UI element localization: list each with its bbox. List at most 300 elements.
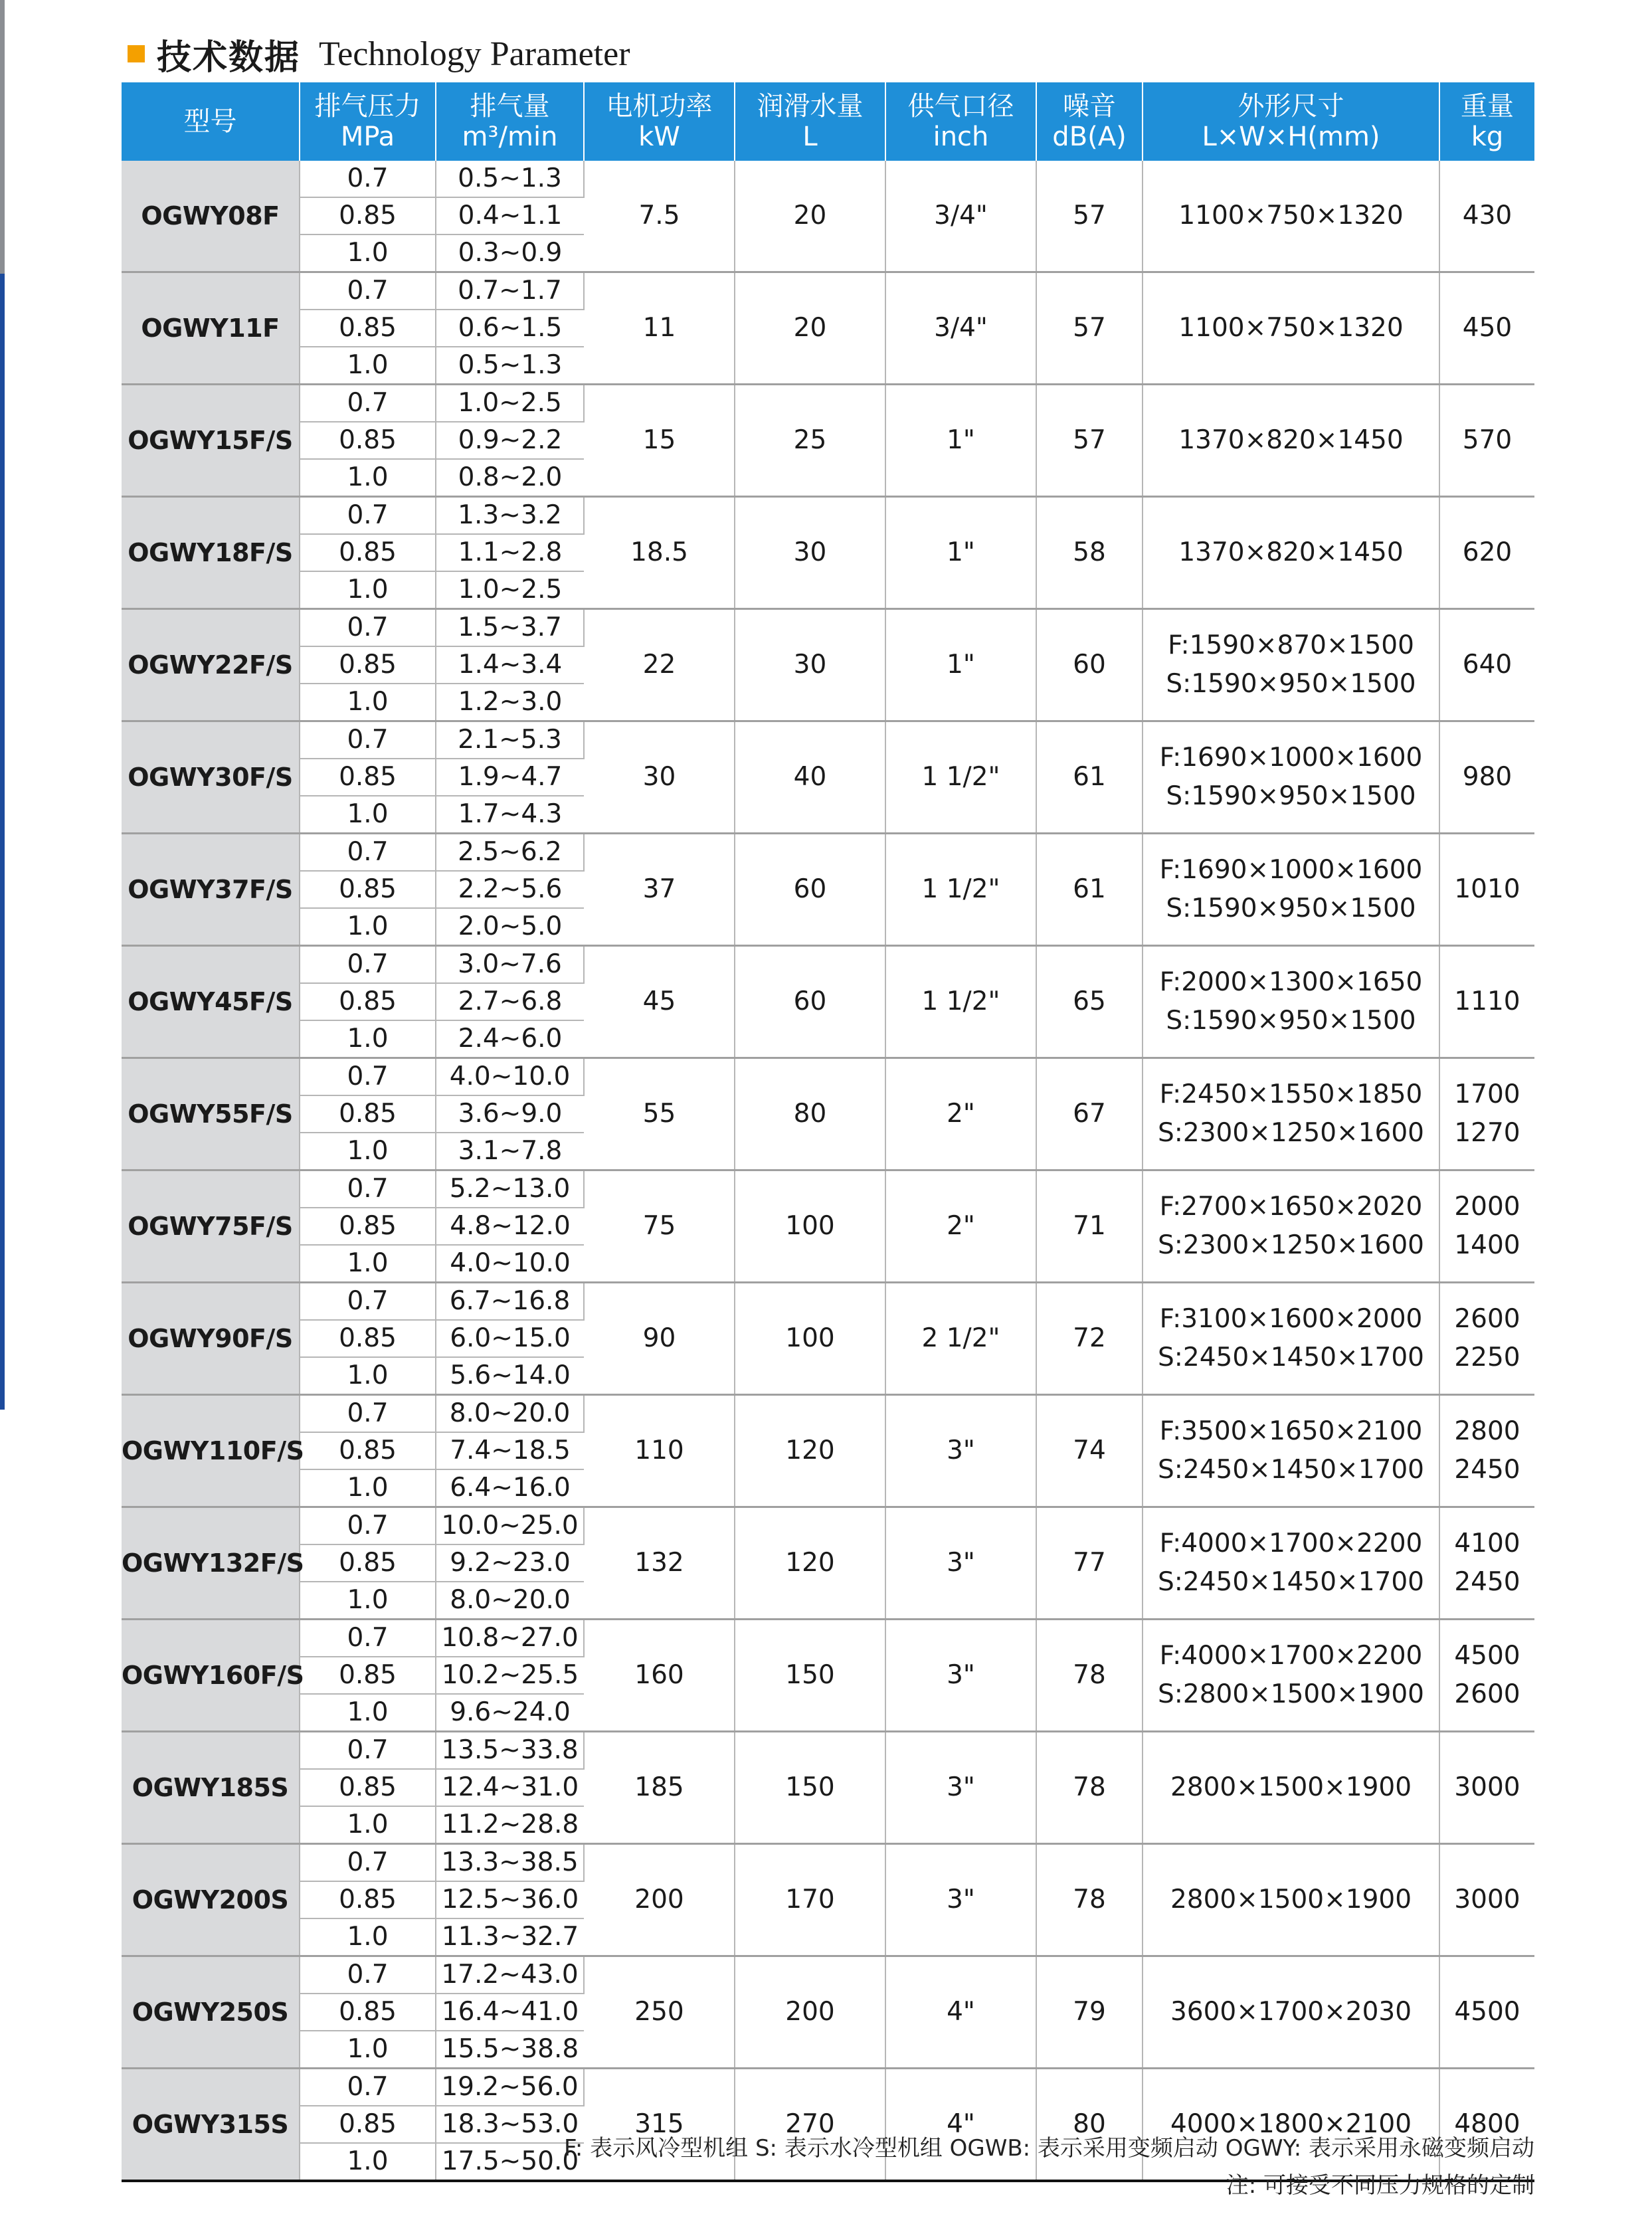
column-header-unit: m³/min xyxy=(462,122,558,152)
weight-cell xyxy=(1439,272,1534,385)
table-row xyxy=(122,1844,1534,1882)
column-header-unit: kg xyxy=(1471,122,1504,152)
pressure-cell: 0.85 xyxy=(300,759,436,796)
air-outlet-cell: 3" xyxy=(885,1620,1036,1732)
air-delivery-cell: 1.0~2.5 xyxy=(436,571,584,609)
noise-cell: 71 xyxy=(1036,1170,1143,1283)
spec-table xyxy=(122,82,1534,2182)
weight-line: 2800 xyxy=(1454,1416,1520,1446)
noise-cell: 65 xyxy=(1036,946,1143,1058)
weight-cell xyxy=(1439,1732,1534,1844)
lube-water-cell: 20 xyxy=(735,161,885,272)
dimension-line: 1370×820×1450 xyxy=(1178,425,1404,455)
column-header-title: 型号 xyxy=(183,106,237,137)
motor-power-cell: 315 xyxy=(584,2069,735,2182)
weight-line: 4500 xyxy=(1454,1641,1520,1671)
noise-cell: 67 xyxy=(1036,1058,1143,1170)
dimension-line: 1100×750×1320 xyxy=(1178,313,1404,343)
noise-cell: 60 xyxy=(1036,609,1143,721)
table-row xyxy=(122,721,1534,759)
dimension-line: F:4000×1700×2200 xyxy=(1159,1529,1423,1558)
table-row xyxy=(122,161,1534,197)
column-header-title: 重量 xyxy=(1461,91,1514,122)
noise-cell: 74 xyxy=(1036,1395,1143,1507)
noise-cell: 57 xyxy=(1036,161,1143,272)
table-row xyxy=(122,385,1534,422)
lube-water-cell: 40 xyxy=(735,721,885,834)
pressure-cell: 1.0 xyxy=(300,1245,436,1283)
lube-water-cell: 150 xyxy=(735,1732,885,1844)
pressure-cell: 0.85 xyxy=(300,646,436,684)
air-delivery-cell: 17.5~50.0 xyxy=(436,2143,584,2181)
lube-water-cell: 60 xyxy=(735,946,885,1058)
lube-water-cell: 120 xyxy=(735,1507,885,1620)
dimension-line: F:1690×1000×1600 xyxy=(1159,743,1423,773)
pressure-cell: 0.7 xyxy=(300,1620,436,1657)
pressure-cell: 0.7 xyxy=(300,1956,436,1994)
dimensions-cell xyxy=(1143,161,1439,272)
dimension-line: S:1590×950×1500 xyxy=(1166,1006,1416,1036)
dimension-line: 4000×1800×2100 xyxy=(1170,2109,1412,2139)
air-delivery-cell: 0.3~0.9 xyxy=(436,234,584,272)
page-edge-gray xyxy=(0,0,5,274)
weight-line: 4500 xyxy=(1454,1997,1520,2027)
weight-cell xyxy=(1439,1170,1534,1283)
dimension-line: 3600×1700×2030 xyxy=(1170,1997,1412,2027)
model-cell: OGWY160F/S xyxy=(122,1620,300,1732)
weight-cell xyxy=(1439,385,1534,497)
column-header-title: 电机功率 xyxy=(606,91,713,122)
air-delivery-cell: 16.4~41.0 xyxy=(436,1994,584,2031)
column-header-title: 排气量 xyxy=(470,91,550,122)
pressure-cell: 0.7 xyxy=(300,834,436,872)
pressure-cell: 0.7 xyxy=(300,2069,436,2106)
motor-power-cell: 185 xyxy=(584,1732,735,1844)
table-row xyxy=(122,609,1534,647)
pressure-cell: 1.0 xyxy=(300,1357,436,1395)
table-row xyxy=(122,1956,1534,1994)
pressure-cell: 0.85 xyxy=(300,1769,436,1806)
column-header xyxy=(436,82,584,161)
dimension-line: F:1590×870×1500 xyxy=(1168,630,1414,660)
air-delivery-cell: 1.2~3.0 xyxy=(436,684,584,721)
table-row xyxy=(122,2069,1534,2106)
air-delivery-cell: 7.4~18.5 xyxy=(436,1432,584,1469)
dimension-line: F:2450×1550×1850 xyxy=(1159,1079,1423,1109)
title-zh: 技术数据 xyxy=(157,37,301,78)
pressure-cell: 1.0 xyxy=(300,1694,436,1732)
column-header xyxy=(1143,82,1439,161)
column-header xyxy=(122,82,300,161)
weight-line: 2600 xyxy=(1454,1304,1520,1334)
pressure-cell: 1.0 xyxy=(300,1469,436,1507)
weight-line: 1270 xyxy=(1454,1118,1520,1148)
air-delivery-cell: 3.0~7.6 xyxy=(436,946,584,984)
dimension-line: F:2000×1300×1650 xyxy=(1159,967,1423,997)
noise-cell: 57 xyxy=(1036,272,1143,385)
pressure-cell: 0.85 xyxy=(300,1544,436,1582)
table-row xyxy=(122,834,1534,872)
air-delivery-cell: 11.3~32.7 xyxy=(436,1918,584,1956)
dimensions-cell xyxy=(1143,272,1439,385)
pressure-cell: 0.85 xyxy=(300,1320,436,1357)
column-header-title: 外形尺寸 xyxy=(1238,91,1344,122)
lube-water-cell: 150 xyxy=(735,1620,885,1732)
weight-cell xyxy=(1439,1283,1534,1395)
column-header-title: 供气口径 xyxy=(907,91,1014,122)
pressure-cell: 0.85 xyxy=(300,1432,436,1469)
air-outlet-cell: 1 1/2" xyxy=(885,946,1036,1058)
motor-power-cell: 18.5 xyxy=(584,497,735,609)
air-delivery-cell: 1.5~3.7 xyxy=(436,609,584,647)
weight-line: 3000 xyxy=(1454,1772,1520,1802)
table-row xyxy=(122,497,1534,535)
weight-line: 1010 xyxy=(1454,874,1520,904)
lube-water-cell: 80 xyxy=(735,1058,885,1170)
lube-water-cell: 100 xyxy=(735,1283,885,1395)
table-row xyxy=(122,1058,1534,1096)
dimensions-cell xyxy=(1143,1620,1439,1732)
dimension-line: S:2800×1500×1900 xyxy=(1157,1679,1424,1709)
weight-line: 3000 xyxy=(1454,1885,1520,1914)
air-outlet-cell: 3" xyxy=(885,1732,1036,1844)
lube-water-cell: 60 xyxy=(735,834,885,946)
air-delivery-cell: 1.9~4.7 xyxy=(436,759,584,796)
dimensions-cell xyxy=(1143,1732,1439,1844)
model-cell: OGWY11F xyxy=(122,272,300,385)
dimension-line: S:1590×950×1500 xyxy=(1166,893,1416,923)
dimensions-cell xyxy=(1143,1283,1439,1395)
motor-power-cell: 110 xyxy=(584,1395,735,1507)
noise-cell: 61 xyxy=(1036,834,1143,946)
pressure-cell: 1.0 xyxy=(300,2031,436,2069)
model-cell: OGWY30F/S xyxy=(122,721,300,834)
weight-line: 2250 xyxy=(1454,1343,1520,1372)
title-marker-square xyxy=(128,45,145,62)
column-header-unit: kW xyxy=(638,122,680,152)
air-delivery-cell: 2.7~6.8 xyxy=(436,983,584,1020)
dimensions-cell xyxy=(1143,1507,1439,1620)
noise-cell: 57 xyxy=(1036,385,1143,497)
pressure-cell: 0.7 xyxy=(300,161,436,197)
dimensions-cell xyxy=(1143,1395,1439,1507)
motor-power-cell: 30 xyxy=(584,721,735,834)
air-delivery-cell: 13.5~33.8 xyxy=(436,1732,584,1770)
noise-cell: 78 xyxy=(1036,1732,1143,1844)
motor-power-cell: 160 xyxy=(584,1620,735,1732)
table-row xyxy=(122,272,1534,310)
weight-cell xyxy=(1439,721,1534,834)
weight-line: 1700 xyxy=(1454,1079,1520,1109)
weight-line: 570 xyxy=(1462,425,1513,455)
air-delivery-cell: 0.4~1.1 xyxy=(436,197,584,234)
air-delivery-cell: 3.6~9.0 xyxy=(436,1095,584,1133)
column-header-title: 噪音 xyxy=(1063,91,1116,122)
column-header xyxy=(584,82,735,161)
weight-line: 1400 xyxy=(1454,1230,1520,1260)
pressure-cell: 0.85 xyxy=(300,1881,436,1918)
table-row xyxy=(122,1507,1534,1545)
air-delivery-cell: 4.0~10.0 xyxy=(436,1058,584,1096)
weight-cell xyxy=(1439,497,1534,609)
pressure-cell: 0.7 xyxy=(300,1732,436,1770)
motor-power-cell: 90 xyxy=(584,1283,735,1395)
dimension-line: F:1690×1000×1600 xyxy=(1159,855,1423,885)
column-header xyxy=(1439,82,1534,161)
column-header-unit: MPa xyxy=(340,122,395,152)
lube-water-cell: 20 xyxy=(735,272,885,385)
pressure-cell: 0.85 xyxy=(300,871,436,908)
table-header-row xyxy=(122,82,1534,161)
model-cell: OGWY315S xyxy=(122,2069,300,2182)
weight-cell xyxy=(1439,1507,1534,1620)
motor-power-cell: 11 xyxy=(584,272,735,385)
air-delivery-cell: 0.5~1.3 xyxy=(436,161,584,197)
weight-cell xyxy=(1439,2069,1534,2182)
table-row xyxy=(122,946,1534,984)
pressure-cell: 1.0 xyxy=(300,1806,436,1844)
dimensions-cell xyxy=(1143,609,1439,721)
air-delivery-cell: 1.0~2.5 xyxy=(436,385,584,422)
air-outlet-cell: 2" xyxy=(885,1170,1036,1283)
noise-cell: 77 xyxy=(1036,1507,1143,1620)
column-header-title: 润滑水量 xyxy=(757,91,864,122)
weight-line: 450 xyxy=(1462,313,1513,343)
model-cell: OGWY22F/S xyxy=(122,609,300,721)
air-delivery-cell: 3.1~7.8 xyxy=(436,1133,584,1170)
weight-line: 2600 xyxy=(1454,1679,1520,1709)
page-edge-blue xyxy=(0,274,5,1410)
table-row xyxy=(122,1170,1534,1208)
pressure-cell: 0.7 xyxy=(300,1170,436,1208)
dimension-line: 2800×1500×1900 xyxy=(1170,1772,1412,1802)
motor-power-cell: 55 xyxy=(584,1058,735,1170)
air-delivery-cell: 10.0~25.0 xyxy=(436,1507,584,1545)
model-cell: OGWY250S xyxy=(122,1956,300,2069)
dimension-line: S:2450×1450×1700 xyxy=(1157,1343,1424,1372)
air-delivery-cell: 9.2~23.0 xyxy=(436,1544,584,1582)
dimension-line: 2800×1500×1900 xyxy=(1170,1885,1412,1914)
dimension-line: F:2700×1650×2020 xyxy=(1159,1192,1423,1222)
weight-line: 2450 xyxy=(1454,1455,1520,1485)
model-cell: OGWY132F/S xyxy=(122,1507,300,1620)
dimensions-cell xyxy=(1143,1956,1439,2069)
air-delivery-cell: 13.3~38.5 xyxy=(436,1844,584,1882)
model-cell: OGWY18F/S xyxy=(122,497,300,609)
lube-water-cell: 200 xyxy=(735,1956,885,2069)
air-delivery-cell: 18.3~53.0 xyxy=(436,2106,584,2143)
column-header-unit: dB(A) xyxy=(1052,122,1127,152)
air-outlet-cell: 3/4" xyxy=(885,161,1036,272)
legend-note: F: 表示风冷型机组 S: 表示水冷型机组 OGWB: 表示采用变频启动 OGWY: 表示采用永磁变频启动 xyxy=(563,2135,1534,2162)
dimensions-cell xyxy=(1143,834,1439,946)
pressure-cell: 1.0 xyxy=(300,1582,436,1620)
air-delivery-cell: 0.7~1.7 xyxy=(436,272,584,310)
lube-water-cell: 100 xyxy=(735,1170,885,1283)
column-header xyxy=(735,82,885,161)
column-header xyxy=(300,82,436,161)
pressure-cell: 0.85 xyxy=(300,1095,436,1133)
weight-line: 4800 xyxy=(1454,2109,1520,2139)
model-cell: OGWY45F/S xyxy=(122,946,300,1058)
dimensions-cell xyxy=(1143,2069,1439,2182)
lube-water-cell: 25 xyxy=(735,385,885,497)
dimensions-cell xyxy=(1143,721,1439,834)
air-delivery-cell: 6.4~16.0 xyxy=(436,1469,584,1507)
table-row xyxy=(122,1620,1534,1657)
weight-line: 640 xyxy=(1462,650,1513,680)
dimensions-cell xyxy=(1143,1058,1439,1170)
motor-power-cell: 22 xyxy=(584,609,735,721)
noise-cell: 58 xyxy=(1036,497,1143,609)
air-outlet-cell: 3" xyxy=(885,1507,1036,1620)
pressure-cell: 1.0 xyxy=(300,571,436,609)
noise-cell: 61 xyxy=(1036,721,1143,834)
dimension-line: S:2450×1450×1700 xyxy=(1157,1455,1424,1485)
motor-power-cell: 45 xyxy=(584,946,735,1058)
air-delivery-cell: 0.6~1.5 xyxy=(436,310,584,347)
pressure-cell: 0.85 xyxy=(300,983,436,1020)
pressure-cell: 0.85 xyxy=(300,1208,436,1245)
air-delivery-cell: 6.0~15.0 xyxy=(436,1320,584,1357)
air-delivery-cell: 19.2~56.0 xyxy=(436,2069,584,2106)
weight-cell xyxy=(1439,834,1534,946)
air-delivery-cell: 17.2~43.0 xyxy=(436,1956,584,1994)
pressure-cell: 0.85 xyxy=(300,534,436,571)
air-delivery-cell: 2.5~6.2 xyxy=(436,834,584,872)
model-cell: OGWY75F/S xyxy=(122,1170,300,1283)
dimension-line: F:3100×1600×2000 xyxy=(1159,1304,1423,1334)
pressure-cell: 1.0 xyxy=(300,796,436,834)
dimension-line: 1370×820×1450 xyxy=(1178,537,1404,567)
weight-cell xyxy=(1439,946,1534,1058)
air-delivery-cell: 4.0~10.0 xyxy=(436,1245,584,1283)
pressure-cell: 0.7 xyxy=(300,946,436,984)
pressure-cell: 0.7 xyxy=(300,609,436,647)
air-delivery-cell: 0.8~2.0 xyxy=(436,459,584,497)
pressure-cell: 0.7 xyxy=(300,1507,436,1545)
air-delivery-cell: 6.7~16.8 xyxy=(436,1283,584,1321)
air-delivery-cell: 2.0~5.0 xyxy=(436,908,584,946)
model-cell: OGWY37F/S xyxy=(122,834,300,946)
air-delivery-cell: 8.0~20.0 xyxy=(436,1582,584,1620)
pressure-cell: 0.7 xyxy=(300,1844,436,1882)
pressure-cell: 0.85 xyxy=(300,422,436,459)
column-header-title: 排气压力 xyxy=(314,91,421,122)
air-outlet-cell: 1" xyxy=(885,497,1036,609)
air-delivery-cell: 0.9~2.2 xyxy=(436,422,584,459)
pressure-cell: 0.7 xyxy=(300,497,436,535)
air-outlet-cell: 2" xyxy=(885,1058,1036,1170)
pressure-cell: 1.0 xyxy=(300,1133,436,1170)
pressure-cell: 0.7 xyxy=(300,1395,436,1433)
model-cell: OGWY55F/S xyxy=(122,1058,300,1170)
air-delivery-cell: 5.6~14.0 xyxy=(436,1357,584,1395)
pressure-cell: 0.85 xyxy=(300,1994,436,2031)
dimension-line: S:2300×1250×1600 xyxy=(1157,1118,1424,1148)
dimensions-cell xyxy=(1143,385,1439,497)
pressure-cell: 1.0 xyxy=(300,1020,436,1058)
model-cell: OGWY08F xyxy=(122,161,300,272)
model-cell: OGWY185S xyxy=(122,1732,300,1844)
pressure-cell: 1.0 xyxy=(300,459,436,497)
title-en: Technology Parameter xyxy=(319,35,630,73)
air-delivery-cell: 9.6~24.0 xyxy=(436,1694,584,1732)
noise-cell: 78 xyxy=(1036,1844,1143,1956)
air-outlet-cell: 1" xyxy=(885,385,1036,497)
pressure-cell: 0.7 xyxy=(300,721,436,759)
weight-cell xyxy=(1439,1844,1534,1956)
pressure-cell: 1.0 xyxy=(300,1918,436,1956)
noise-cell: 78 xyxy=(1036,1620,1143,1732)
weight-line: 2450 xyxy=(1454,1567,1520,1597)
air-outlet-cell: 1 1/2" xyxy=(885,721,1036,834)
custom-note: 注: 可接受不同压力规格的定制 xyxy=(1226,2172,1534,2199)
motor-power-cell: 200 xyxy=(584,1844,735,1956)
weight-line: 980 xyxy=(1462,762,1513,792)
weight-cell xyxy=(1439,1956,1534,2069)
motor-power-cell: 37 xyxy=(584,834,735,946)
air-delivery-cell: 1.3~3.2 xyxy=(436,497,584,535)
lube-water-cell: 30 xyxy=(735,497,885,609)
dimension-line: S:1590×950×1500 xyxy=(1166,781,1416,811)
model-cell: OGWY200S xyxy=(122,1844,300,1956)
pressure-cell: 0.85 xyxy=(300,2106,436,2143)
column-header xyxy=(885,82,1036,161)
air-outlet-cell: 3/4" xyxy=(885,272,1036,385)
air-delivery-cell: 5.2~13.0 xyxy=(436,1170,584,1208)
dimension-line: S:2300×1250×1600 xyxy=(1157,1230,1424,1260)
weight-cell xyxy=(1439,609,1534,721)
table-row xyxy=(122,1395,1534,1433)
dimensions-cell xyxy=(1143,946,1439,1058)
lube-water-cell: 120 xyxy=(735,1395,885,1507)
air-outlet-cell: 1 1/2" xyxy=(885,834,1036,946)
air-delivery-cell: 4.8~12.0 xyxy=(436,1208,584,1245)
column-header-unit: L xyxy=(802,122,818,152)
air-delivery-cell: 2.4~6.0 xyxy=(436,1020,584,1058)
weight-cell xyxy=(1439,161,1534,272)
column-header-unit: L×W×H(mm) xyxy=(1202,122,1380,152)
air-delivery-cell: 8.0~20.0 xyxy=(436,1395,584,1433)
dimensions-cell xyxy=(1143,497,1439,609)
table-row xyxy=(122,1732,1534,1770)
pressure-cell: 0.7 xyxy=(300,1283,436,1321)
air-delivery-cell: 12.4~31.0 xyxy=(436,1769,584,1806)
pressure-cell: 1.0 xyxy=(300,347,436,385)
air-delivery-cell: 10.2~25.5 xyxy=(436,1657,584,1694)
table-body xyxy=(122,161,1534,2181)
model-cell: OGWY90F/S xyxy=(122,1283,300,1395)
air-delivery-cell: 11.2~28.8 xyxy=(436,1806,584,1844)
dimension-line: 1100×750×1320 xyxy=(1178,201,1404,231)
air-outlet-cell: 3" xyxy=(885,1395,1036,1507)
pressure-cell: 0.7 xyxy=(300,385,436,422)
pressure-cell: 0.7 xyxy=(300,1058,436,1096)
pressure-cell: 0.85 xyxy=(300,310,436,347)
pressure-cell: 0.85 xyxy=(300,1657,436,1694)
lube-water-cell: 170 xyxy=(735,1844,885,1956)
lube-water-cell: 30 xyxy=(735,609,885,721)
air-delivery-cell: 0.5~1.3 xyxy=(436,347,584,385)
column-header-unit: inch xyxy=(933,122,989,152)
weight-line: 2000 xyxy=(1454,1192,1520,1222)
air-delivery-cell: 1.7~4.3 xyxy=(436,796,584,834)
air-outlet-cell: 4" xyxy=(885,1956,1036,2069)
motor-power-cell: 250 xyxy=(584,1956,735,2069)
weight-cell xyxy=(1439,1058,1534,1170)
pressure-cell: 0.85 xyxy=(300,197,436,234)
